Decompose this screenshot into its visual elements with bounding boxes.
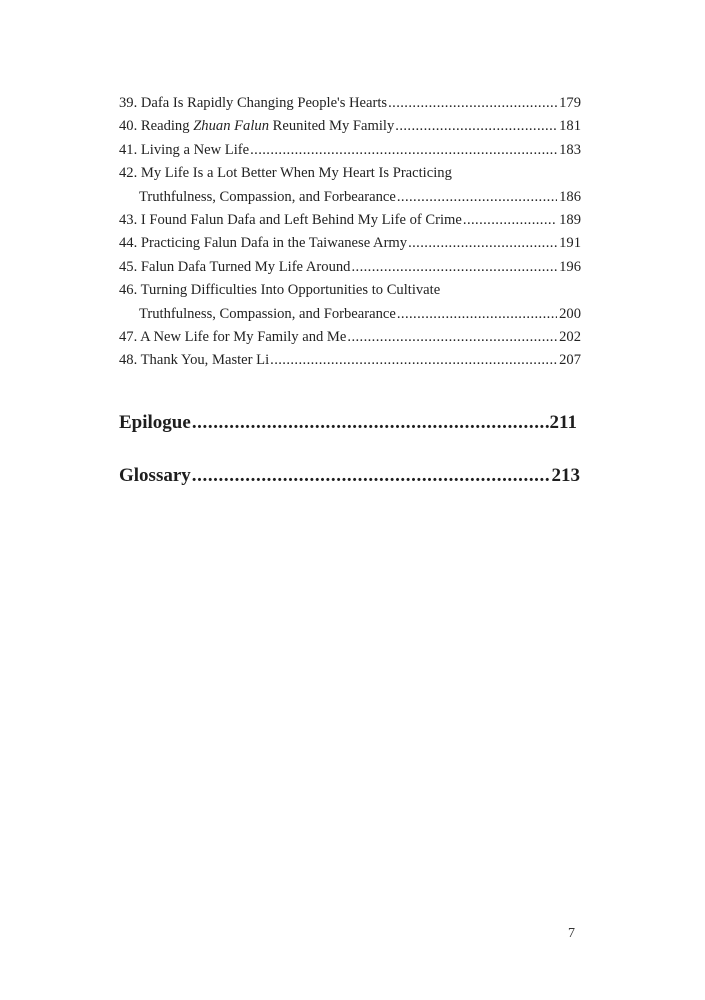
toc-entry-title: 47. A New Life for My Family and Me bbox=[119, 329, 347, 346]
toc-entry-title: 39. Dafa Is Rapidly Changing People's Hearts bbox=[119, 95, 388, 111]
dot-leader bbox=[270, 349, 557, 372]
toc-page-number: 211 bbox=[549, 412, 577, 433]
toc-page-number: 202 bbox=[559, 329, 581, 346]
toc-entry-title: 41. Living a New Life bbox=[119, 141, 250, 158]
toc-entry-43[interactable] bbox=[119, 209, 581, 232]
toc-page-number: 183 bbox=[559, 141, 581, 158]
toc-entry-title: 48. Thank You, Master Li bbox=[119, 352, 270, 369]
toc-page-number: 179 bbox=[559, 95, 581, 111]
dot-leader bbox=[192, 412, 549, 434]
dot-leader bbox=[347, 326, 557, 349]
toc-entry-glossary[interactable] bbox=[119, 465, 580, 487]
toc-entry-title bbox=[119, 115, 394, 138]
toc-entry-title-line2 bbox=[119, 186, 581, 209]
toc-page-number: 181 bbox=[559, 118, 581, 135]
toc-entry-40[interactable] bbox=[119, 115, 581, 138]
toc-page-number: 207 bbox=[559, 352, 581, 369]
toc-page-number: 200 bbox=[559, 305, 581, 322]
toc-entry-47[interactable] bbox=[119, 326, 581, 349]
page-number-footer: 7 bbox=[568, 926, 575, 941]
toc-entry-title-italic: Zhuan Falun bbox=[193, 118, 269, 135]
toc-page-number: 213 bbox=[551, 465, 580, 486]
toc-entry-title-suffix: Reunited My Family bbox=[269, 118, 395, 135]
dot-leader bbox=[388, 92, 557, 115]
dot-leader bbox=[351, 256, 557, 279]
dot-leader bbox=[397, 186, 557, 209]
toc-entry-title-line1: 42. My Life Is a Lot Better When My Heart Is Practicing bbox=[119, 165, 452, 182]
toc-entry-title: 44. Practicing Falun Dafa in the Taiwanese Army bbox=[119, 235, 408, 252]
toc-entry-41[interactable] bbox=[119, 139, 581, 162]
toc-entry-title: 45. Falun Dafa Turned My Life Around bbox=[119, 258, 351, 275]
toc-entry-48[interactable] bbox=[119, 349, 581, 372]
toc-entry-44[interactable] bbox=[119, 232, 581, 255]
toc-entry-title-line2 bbox=[119, 303, 581, 326]
dot-leader bbox=[192, 465, 551, 487]
dot-leader bbox=[395, 115, 557, 138]
toc-entry-title: Truthfulness, Compassion, and Forbearance bbox=[139, 305, 396, 322]
toc-page-number: 196 bbox=[559, 258, 581, 275]
dot-leader bbox=[463, 209, 557, 232]
dot-leader bbox=[250, 139, 557, 162]
toc-section-title: Epilogue bbox=[119, 412, 191, 433]
table-of-contents bbox=[119, 92, 581, 373]
toc-entry-title-prefix: 40. Reading bbox=[119, 118, 194, 135]
toc-entry-title: Truthfulness, Compassion, and Forbearance bbox=[139, 188, 396, 205]
dot-leader bbox=[397, 303, 557, 326]
toc-page-number: 189 bbox=[559, 212, 581, 229]
toc-page-number: 186 bbox=[559, 188, 581, 205]
dot-leader bbox=[408, 232, 557, 255]
toc-section-title: Glossary bbox=[119, 465, 191, 486]
toc-page-number: 191 bbox=[559, 235, 581, 252]
toc-entry-46[interactable] bbox=[119, 279, 581, 326]
toc-entry-39[interactable] bbox=[119, 92, 581, 115]
toc-entry-45[interactable] bbox=[119, 256, 581, 279]
toc-entry-42[interactable] bbox=[119, 162, 581, 209]
toc-entry-epilogue[interactable] bbox=[119, 412, 577, 434]
toc-entry-title: 43. I Found Falun Dafa and Left Behind My Life of Crime bbox=[119, 212, 462, 229]
toc-entry-title-line1: 46. Turning Difficulties Into Opportunities to Cultivate bbox=[119, 282, 441, 299]
